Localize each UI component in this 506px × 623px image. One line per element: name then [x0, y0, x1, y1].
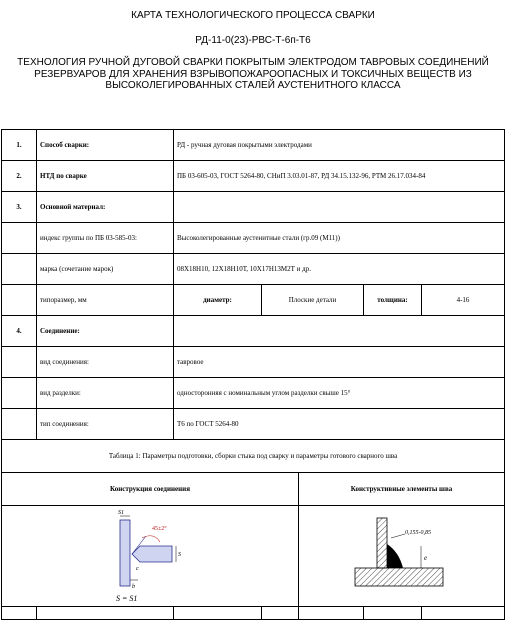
dim-label-s: S — [178, 552, 181, 558]
row-label-edge-prep: вид разделки: — [37, 378, 174, 409]
cut-cell — [174, 607, 262, 620]
row-label-base-material: Основной материал: — [37, 192, 174, 223]
angle-arc — [142, 536, 160, 542]
row-label-joint-kind: вид соединения: — [37, 347, 174, 378]
table-row-subheaders — [2, 473, 505, 506]
row-number-empty — [2, 409, 37, 440]
table-row-joint — [2, 316, 505, 347]
row-label-steel-grade: марка (сочетание марок) — [37, 254, 174, 285]
subtitle-line-3: ВЫСОКОЛЕГИРОВАННЫХ СТАЛЕЙ АУСТЕНИТНОГО КЛАССА — [105, 80, 401, 91]
joint-design-figure-cell — [2, 506, 299, 607]
column-header-joint-design: Конструкция соединения — [2, 473, 299, 506]
table-row-steel-grade — [2, 254, 505, 285]
cut-cell — [422, 607, 505, 620]
cut-cell — [299, 607, 364, 620]
table1-caption: Таблица 1: Параметры подготовки, сборки стыка под сварку и параметры готового сварного шва — [2, 440, 505, 473]
dim-label-b: b — [132, 584, 135, 590]
process-card-table — [1, 129, 505, 620]
row-number: 1. — [2, 130, 37, 161]
diameter-label: диаметр: — [174, 285, 262, 316]
row-number: 4. — [2, 316, 37, 347]
row-value-empty — [174, 316, 505, 347]
diameter-value: Плоские детали — [262, 285, 364, 316]
gap-dim-line — [391, 534, 405, 538]
weld-elements-drawing — [347, 508, 457, 604]
document-title: КАРТА ТЕХНОЛОГИЧЕСКОГО ПРОЦЕССА СВАРКИ — [131, 10, 375, 21]
dim-label-c: c — [136, 566, 139, 572]
row-value-steel-grade: 08Х18Н10, 12Х18Н10Т, 10Х17Н13М2Т и др. — [174, 254, 505, 285]
joint-design-drawing — [80, 508, 220, 604]
subtitle-line-2: РЕЗЕРВУАРОВ ДЛЯ ХРАНЕНИЯ ВЗРЫВОПОЖАРООПАСНЫХ И ТОКСИЧНЫХ ВЕЩЕСТВ ИЗ — [34, 68, 472, 80]
row-value-welding-standards: ПБ 03-605-03, ГОСТ 5264-80, СНиП 3.03.01-87, РД 34.15.132-96, РТМ 26.17.034-84 — [174, 161, 505, 192]
cut-cell — [2, 607, 37, 620]
row-value-joint-type: Т6 по ГОСТ 5264-80 — [174, 409, 505, 440]
weld-bead — [387, 544, 403, 568]
row-number-empty — [2, 223, 37, 254]
row-number-empty — [2, 378, 37, 409]
table-row-figures — [2, 506, 505, 607]
row-number-empty — [2, 285, 37, 316]
row-value-group-index: Высоколегированные аустенитные стали (гр.09 (М11)) — [174, 223, 505, 254]
table-row-welding-method — [2, 130, 505, 161]
row-label-joint: Соединение: — [37, 316, 174, 347]
table-row-group-index — [2, 223, 505, 254]
table-row-cut-off — [2, 607, 505, 620]
table-row-edge-prep — [2, 378, 505, 409]
document-code: РД-11-0(23)-РВС-Т-6п-Т6 — [195, 35, 311, 46]
thickness-value: 4-16 — [422, 285, 505, 316]
dim-label-angle: 45±2° — [152, 526, 167, 532]
row-number-empty — [2, 347, 37, 378]
cut-cell — [37, 607, 174, 620]
beveled-plate — [132, 546, 172, 562]
dim-label-s1: S1 — [118, 510, 124, 516]
vertical-plate — [120, 520, 130, 586]
row-number: 2. — [2, 161, 37, 192]
vertical-plate-hatched — [377, 518, 387, 568]
row-value-empty — [174, 192, 505, 223]
cut-cell — [364, 607, 422, 620]
row-label-group-index: индекс группы по ПБ 03-585-03: — [37, 223, 174, 254]
formula-label: S = S1 — [116, 594, 138, 603]
dim-label-e: e — [423, 554, 427, 562]
table-row-size — [2, 285, 505, 316]
row-value-joint-kind: тавровое — [174, 347, 505, 378]
row-number-empty — [2, 254, 37, 285]
row-label-size: типоразмер, мм — [37, 285, 174, 316]
thickness-label: толщина: — [364, 285, 422, 316]
row-number: 3. — [2, 192, 37, 223]
document-subtitle — [0, 57, 506, 92]
table-row-joint-kind — [2, 347, 505, 378]
cut-cell — [262, 607, 299, 620]
table-row-caption — [2, 440, 505, 473]
table-row-joint-type — [2, 409, 505, 440]
row-value-edge-prep: односторонняя с номинальным углом разделки свыше 15° — [174, 378, 505, 409]
row-label-welding-standards: НТД по сварке — [37, 161, 174, 192]
weld-elements-figure-cell — [299, 506, 505, 607]
row-label-joint-type: тип соединения: — [37, 409, 174, 440]
horizontal-plate-hatched — [355, 568, 443, 586]
row-value-welding-method: РД - ручная дуговая покрытыми электродами — [174, 130, 505, 161]
dim-label-gap: 0,155-0,85 — [404, 530, 431, 536]
column-header-weld-elements: Конструктивные элементы шва — [299, 473, 505, 506]
table-row-base-material — [2, 192, 505, 223]
table-row-welding-standards — [2, 161, 505, 192]
row-label-welding-method: Способ сварки: — [37, 130, 174, 161]
subtitle-line-1: ТЕХНОЛОГИЯ РУЧНОЙ ДУГОВОЙ СВАРКИ ПОКРЫТЫМ ЭЛЕКТРОДОМ ТАВРОВЫХ СОЕДИНЕНИЙ — [17, 57, 489, 68]
